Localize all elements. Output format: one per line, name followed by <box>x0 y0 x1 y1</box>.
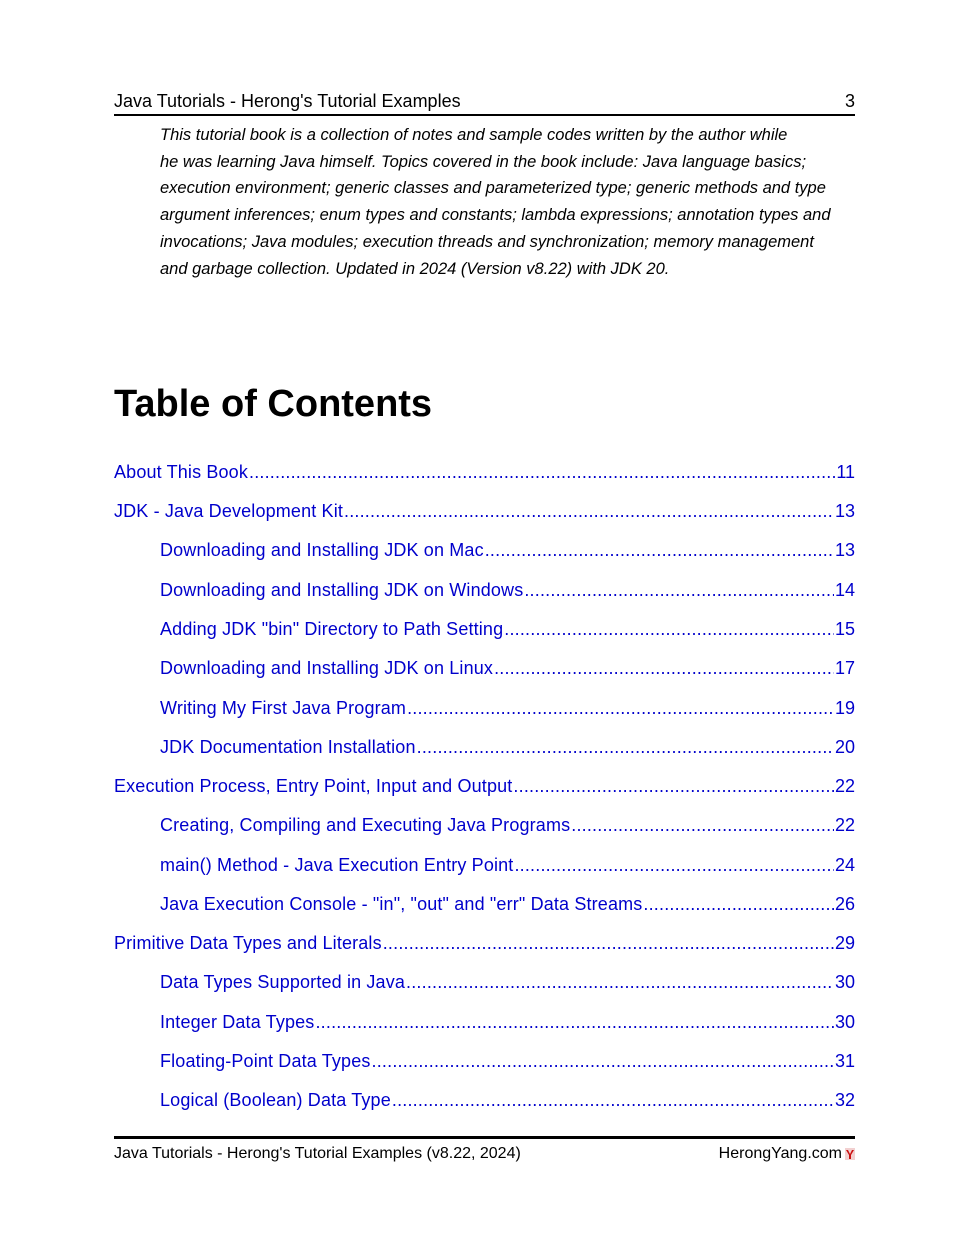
toc-entry[interactable] <box>160 1049 855 1073</box>
toc-entry-label: About This Book <box>114 462 248 482</box>
toc-dot-leader <box>383 931 834 955</box>
toc-entry[interactable] <box>160 853 855 877</box>
toc-entry[interactable] <box>114 774 855 798</box>
toc-entry-label: Data Types Supported in Java <box>160 972 406 992</box>
toc-entry-label: Adding JDK "bin" Directory to Path Setting <box>160 619 504 639</box>
toc-entry-page: 14 <box>834 580 855 600</box>
toc-entry-page: 30 <box>834 972 855 992</box>
toc-entry-page: 13 <box>834 540 855 560</box>
footer-site[interactable] <box>719 1141 855 1167</box>
toc-dot-leader <box>524 578 834 602</box>
toc-entry-label: JDK Documentation Installation <box>160 737 416 757</box>
toc-entry-label: Logical (Boolean) Data Type <box>160 1090 391 1110</box>
toc-entry-page: 29 <box>834 933 855 953</box>
toc-entry-page: 13 <box>834 501 855 521</box>
toc-dot-leader <box>407 696 834 720</box>
toc-entry-label: Java Execution Console - "in", "out" and "err" Data Streams <box>160 894 643 914</box>
toc-entry-page: 17 <box>834 658 855 678</box>
toc-entry-label: Downloading and Installing JDK on Linux <box>160 658 494 678</box>
abstract-line: execution environment; generic classes and parameterized type; generic methods and type <box>160 179 826 198</box>
toc-dot-leader <box>494 656 834 680</box>
abstract-line: argument inferences; enum types and constants; lambda expressions; annotation types and <box>160 206 831 225</box>
toc-dot-leader <box>392 1088 834 1112</box>
toc-entry[interactable] <box>160 735 855 759</box>
toc-entry[interactable] <box>160 656 855 680</box>
herong-logo-icon <box>845 1148 855 1160</box>
toc-dot-leader <box>504 617 834 641</box>
abstract-line: invocations; Java modules; execution threads and synchronization; memory management <box>160 232 814 251</box>
toc-entry-label: Downloading and Installing JDK on Windows <box>160 580 524 600</box>
toc-entry[interactable] <box>160 538 855 562</box>
toc-entry[interactable] <box>160 1088 855 1112</box>
toc-entry-label: main() Method - Java Execution Entry Point <box>160 855 514 875</box>
toc-entry-label: JDK - Java Development Kit <box>114 501 343 521</box>
toc-entry-page: 30 <box>834 1012 855 1032</box>
toc-entry-page: 22 <box>834 815 855 835</box>
toc-dot-leader <box>417 735 834 759</box>
header-page-number: 3 <box>844 91 855 111</box>
toc-dot-leader <box>514 853 834 877</box>
toc-entry-page: 26 <box>834 894 855 914</box>
book-abstract <box>160 122 858 282</box>
toc-entry-page: 22 <box>834 776 855 796</box>
toc-dot-leader <box>571 813 834 837</box>
toc-entry-page: 31 <box>834 1051 855 1071</box>
abstract-line: This tutorial book is a collection of notes and sample codes written by the author while <box>160 126 788 144</box>
header-title: Java Tutorials - Herong's Tutorial Examples <box>114 91 461 111</box>
toc-entry-page: 24 <box>834 855 855 875</box>
page-header <box>114 90 855 116</box>
toc-entry[interactable] <box>160 578 855 602</box>
abstract-line: and garbage collection. Updated in 2024 (Version v8.22) with JDK 20. <box>160 259 670 278</box>
toc-entry-label: Floating-Point Data Types <box>160 1051 371 1071</box>
toc-entry[interactable] <box>160 970 855 994</box>
toc-dot-leader <box>513 774 834 798</box>
toc-entry-label: Downloading and Installing JDK on Mac <box>160 540 484 560</box>
toc-entry-label: Writing My First Java Program <box>160 698 407 718</box>
toc-entry-page: 20 <box>834 737 855 757</box>
toc-heading: Table of Contents <box>114 383 433 425</box>
abstract-line: he was learning Java himself. Topics covered in the book include: Java language basics; <box>160 152 807 171</box>
toc-entry[interactable] <box>114 931 855 955</box>
toc-entry-page: 32 <box>834 1090 855 1110</box>
toc-dot-leader <box>315 1010 834 1034</box>
toc-entry-label: Execution Process, Entry Point, Input and Output <box>114 776 513 796</box>
page-footer <box>114 1136 855 1167</box>
toc-entry-label: Creating, Compiling and Executing Java Programs <box>160 815 571 835</box>
toc-entry[interactable] <box>114 499 855 523</box>
toc-dot-leader <box>485 538 834 562</box>
toc-entry[interactable] <box>114 460 855 484</box>
toc-entry-page: 19 <box>834 698 855 718</box>
toc-dot-leader <box>372 1049 834 1073</box>
toc-dot-leader <box>344 499 834 523</box>
toc-entry[interactable] <box>160 617 855 641</box>
toc-entry-page: 11 <box>836 462 855 482</box>
toc-dot-leader <box>249 460 835 484</box>
toc-entry-label: Primitive Data Types and Literals <box>114 933 382 953</box>
toc-entry[interactable] <box>160 1010 855 1034</box>
footer-site-name: HerongYang.com <box>718 1145 842 1162</box>
toc-dot-leader <box>406 970 834 994</box>
toc-entry[interactable] <box>160 696 855 720</box>
toc-entry-label: Integer Data Types <box>160 1012 315 1032</box>
toc-entry[interactable] <box>160 813 855 837</box>
footer-book-title: Java Tutorials - Herong's Tutorial Examples (v8.22, 2024) <box>114 1145 521 1162</box>
toc-dot-leader <box>643 892 834 916</box>
toc-entry-page: 15 <box>834 619 855 639</box>
toc-entry[interactable] <box>160 892 855 916</box>
